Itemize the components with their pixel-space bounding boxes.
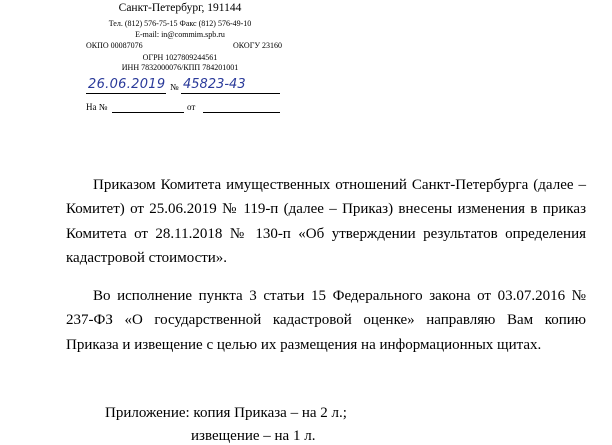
reference-row [86, 101, 280, 114]
letterhead-phone-fax: Тел. (812) 576-75-15 Факс (812) 576-49-10 [108, 19, 252, 28]
registration-row [86, 79, 280, 95]
attachment-line-1: Приложение: копия Приказа – на 2 л.; [105, 405, 347, 421]
okpo-code: ОКПО 00087076 [86, 41, 143, 50]
attachment-line-2: извещение – на 1 л. [191, 428, 316, 444]
reference-number-label: На № [86, 102, 108, 112]
reference-from-label: от [187, 102, 196, 112]
date-underline [86, 93, 166, 94]
ogrn-code: ОГРН 1027809244561 [142, 53, 218, 62]
letterhead-city: Санкт-Петербург, 191144 [118, 2, 242, 14]
body-paragraph-2: Во исполнение пункта 3 статьи 15 Федерального закона от 03.07.2016 № 237-ФЗ «О государственной кадастровой оценке» направляю Вам копию Приказа и извещение с целью их размещения на информационных щитах. [66, 288, 586, 353]
registration-date: 26.06.2019 [88, 77, 166, 92]
registration-number: 45823-43 [183, 77, 246, 92]
number-underline [181, 93, 280, 94]
inn-kpp-code: ИНН 7832000076/КПП 784201001 [121, 63, 239, 72]
registration-number-label: № [170, 82, 179, 92]
reference-number-underline [112, 112, 184, 113]
okogu-code: ОКОГУ 23160 [233, 41, 282, 50]
body-paragraph-1: Приказом Комитета имущественных отношений Санкт-Петербурга (далее – Комитет) от 25.06.2019 № 119-п (далее – Приказ) внесены изменения в приказ Комитета от 28.11.2018 № 130-п «Об утверждении результатов определения кадастровой стоимости». [66, 177, 586, 266]
letterhead-email: E-mail: in@commim.spb.ru [135, 30, 225, 39]
reference-date-underline [203, 112, 280, 113]
